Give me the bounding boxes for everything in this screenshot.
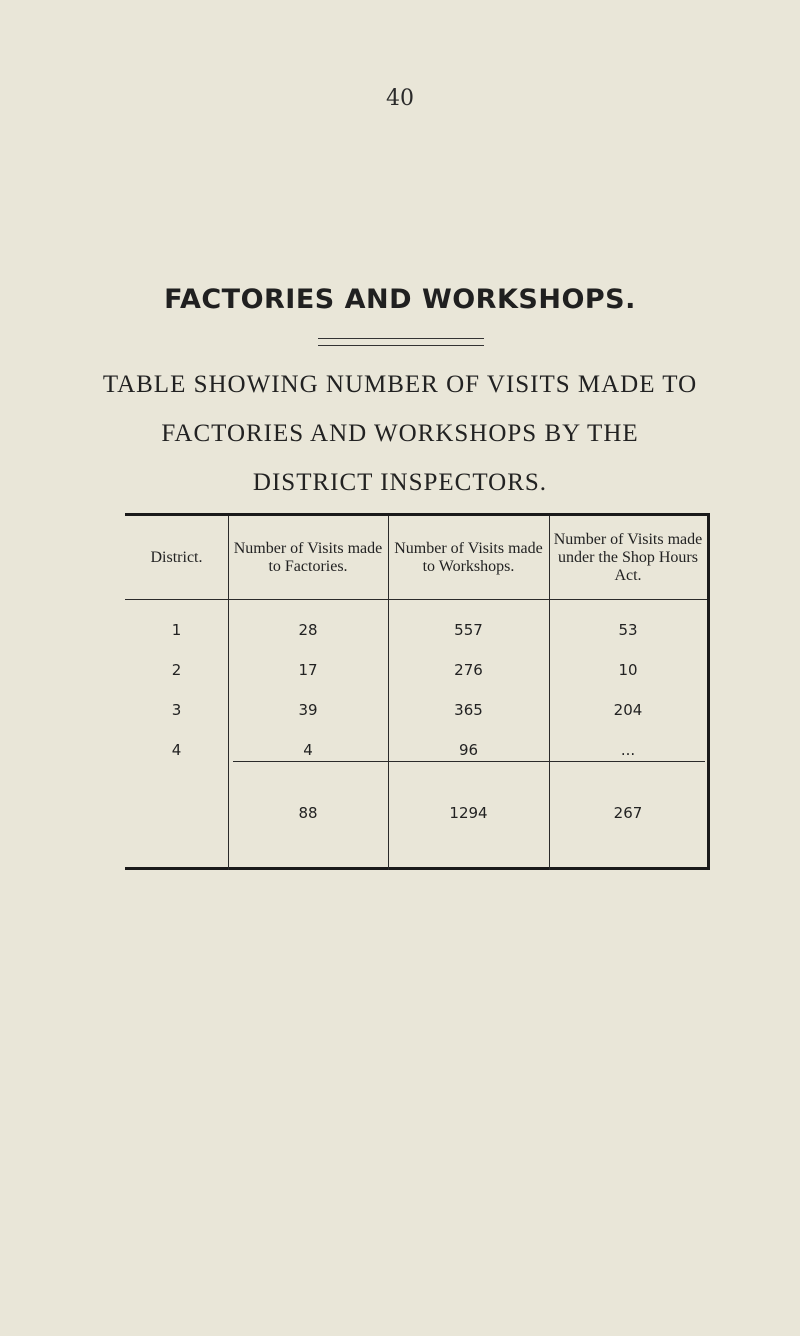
table-cell: 96 — [458, 741, 479, 759]
table-cell: 276 — [454, 661, 483, 679]
header-factories-label: Number of Visits made to Factories. — [233, 539, 383, 575]
table-cell: 53 — [618, 621, 638, 639]
table-cell: 3 — [171, 701, 182, 719]
header-rule — [125, 599, 707, 600]
total-cell: 1294 — [449, 804, 488, 822]
table-cell: 39 — [298, 701, 318, 719]
table-cell: 2 — [171, 661, 182, 679]
header-workshops — [391, 516, 546, 599]
table-cell: 4 — [171, 741, 182, 759]
table-cell: 17 — [298, 661, 318, 679]
visits-table — [125, 513, 710, 870]
header-shop-hours-label: Number of Visits made under the Shop Hours Act. — [553, 530, 703, 584]
header-district-label: District. — [150, 548, 203, 566]
table-cell: 365 — [454, 701, 483, 719]
total-cell: 88 — [298, 804, 318, 822]
table-cell: 1 — [171, 621, 182, 639]
table-cell: ... — [620, 741, 636, 759]
table-cell: 204 — [613, 701, 643, 719]
header-factories — [231, 516, 385, 599]
header-district — [125, 516, 228, 599]
table-caption-line-1: TABLE SHOWING NUMBER OF VISITS MADE TO — [102, 371, 698, 398]
totals-rule — [233, 761, 705, 762]
table-cell: 557 — [454, 621, 483, 639]
page-title: FACTORIES AND WORKSHOPS. — [164, 284, 636, 315]
header-workshops-label: Number of Visits made to Workshops. — [394, 539, 543, 575]
table-caption-line-3: DISTRICT INSPECTORS. — [252, 469, 548, 496]
table-cell: 10 — [618, 661, 638, 679]
table-cell: 4 — [303, 741, 313, 759]
header-shop-hours — [553, 516, 703, 599]
title-double-rule — [318, 338, 484, 346]
total-cell: 267 — [613, 804, 643, 822]
page-number: 40 — [386, 86, 414, 111]
table-cell: 28 — [298, 621, 318, 639]
table-caption-line-2: FACTORIES AND WORKSHOPS BY THE — [161, 420, 639, 447]
